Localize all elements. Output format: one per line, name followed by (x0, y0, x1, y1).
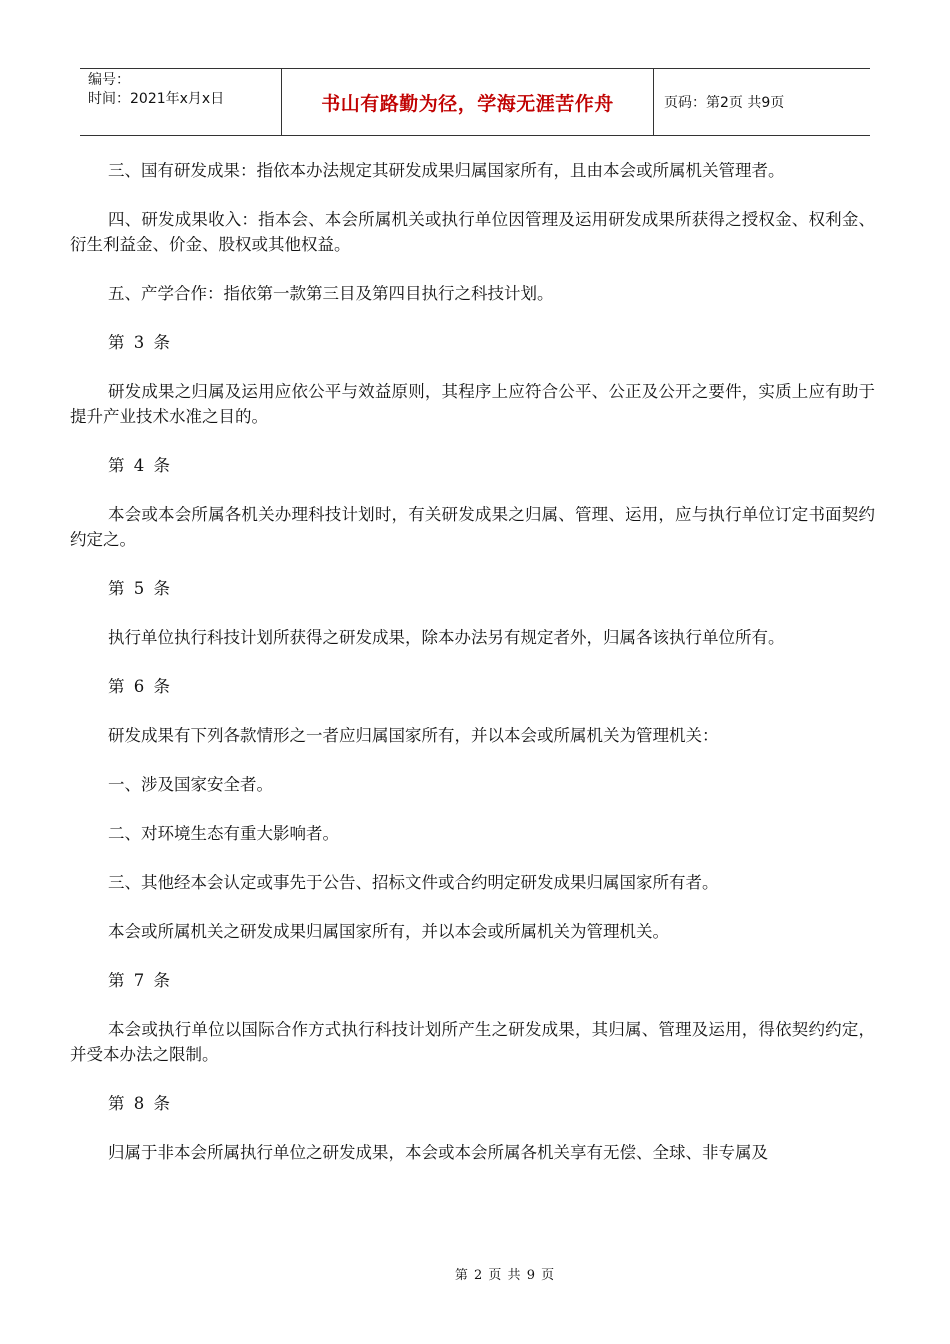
article-heading: 第 3 条 (108, 333, 172, 352)
paragraph: 四、研发成果收入：指本会、本会所属机关或执行单位因管理及运用研发成果所获得之授权金、权利金、衍生利益金、价金、股权或其他权益。 (70, 210, 875, 254)
article-heading: 第 7 条 (108, 971, 172, 990)
paragraph: 一、涉及国家安全者。 (108, 775, 273, 794)
paragraph: 三、其他经本会认定或事先于公告、招标文件或合约明定研发成果归属国家所有者。 (108, 873, 719, 892)
document-number: 编号： (88, 72, 130, 88)
paragraph: 研发成果有下列各款情形之一者应归属国家所有，并以本会或所属机关为管理机关： (108, 726, 719, 745)
footer-page-number: 第 2 页 共 9 页 (454, 1268, 556, 1283)
paragraph: 五、产学合作：指依第一款第三目及第四目执行之科技计划。 (108, 284, 554, 303)
paragraph: 归属于非本会所属执行单位之研发成果，本会或本会所属各机关享有无偿、全球、非专属及 (108, 1143, 768, 1162)
paragraph: 三、国有研发成果：指依本办法规定其研发成果归属国家所有，且由本会或所属机关管理者。 (108, 161, 785, 180)
header-motto: 书山有路勤为径，学海无涯苦作舟 (282, 69, 654, 135)
paragraph: 本会或所属机关之研发成果归属国家所有，并以本会或所属机关为管理机关。 (108, 922, 669, 941)
document-header (80, 68, 870, 136)
paragraph: 二、对环境生态有重大影响者。 (108, 824, 339, 843)
paragraph: 本会或执行单位以国际合作方式执行科技计划所产生之研发成果，其归属、管理及运用，得依契约约定，并受本办法之限制。 (70, 1020, 875, 1064)
article-heading: 第 8 条 (108, 1094, 172, 1113)
header-page-number: 页码：第2页 共9页 (664, 95, 785, 111)
article-heading: 第 5 条 (108, 579, 172, 598)
header-meta (80, 69, 282, 135)
article-heading: 第 4 条 (108, 456, 172, 475)
article-heading: 第 6 条 (108, 677, 172, 696)
paragraph: 研发成果之归属及运用应依公平与效益原则，其程序上应符合公平、公正及公开之要件，实质上应有助于提升产业技术水准之目的。 (70, 382, 875, 426)
document-date: 时间：2021年x月x日 (88, 91, 225, 107)
page-footer (0, 1264, 950, 1283)
paragraph: 执行单位执行科技计划所获得之研发成果，除本办法另有规定者外，归属各该执行单位所有。 (108, 628, 785, 647)
document-body (70, 158, 875, 1189)
paragraph: 本会或本会所属各机关办理科技计划时，有关研发成果之归属、管理、运用，应与执行单位订定书面契约约定之。 (70, 505, 875, 549)
